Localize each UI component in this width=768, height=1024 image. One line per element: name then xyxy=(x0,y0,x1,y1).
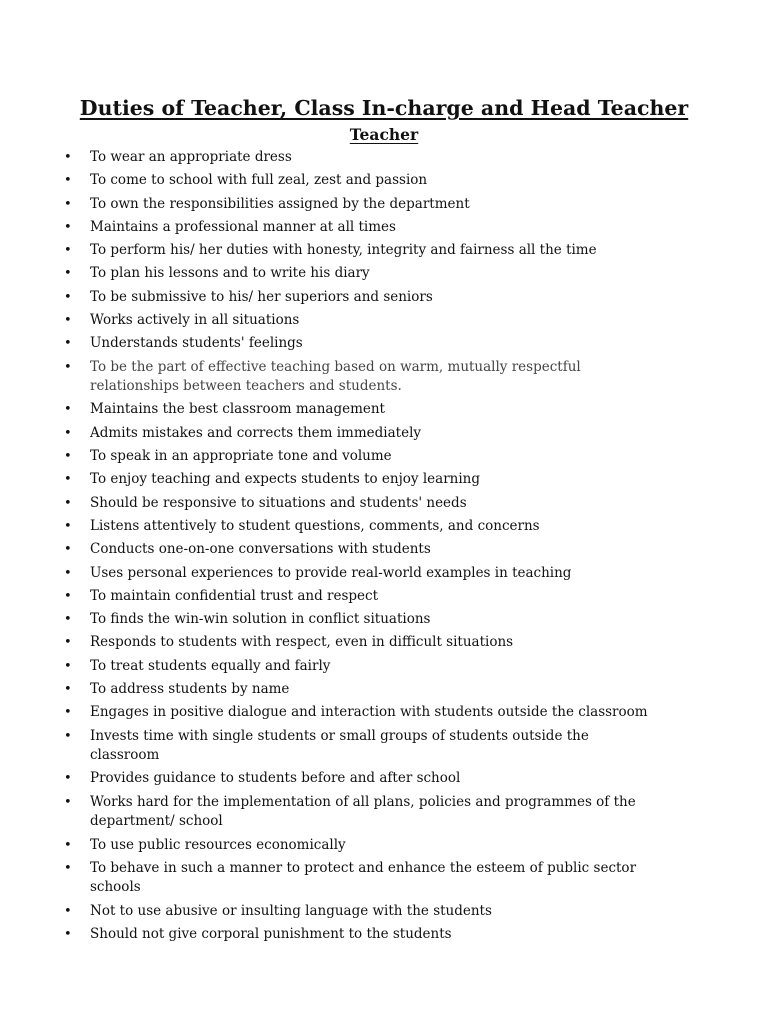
bullet-icon: • xyxy=(64,903,72,919)
bullet-icon: • xyxy=(64,402,72,418)
bullet-icon: • xyxy=(64,425,72,441)
duty-list-item xyxy=(0,148,650,168)
duty-item-text: To address students by name xyxy=(90,681,290,698)
duty-item-text: Uses personal experiences to provide real-world examples in teaching xyxy=(90,564,572,581)
duty-item-text: Admits mistakes and corrects them immediately xyxy=(90,424,422,441)
duty-item-text: To behave in such a manner to protect and enhance the esteem of public sector schools xyxy=(90,859,637,896)
duty-list-item xyxy=(0,902,650,922)
section-heading-teacher: Teacher xyxy=(349,125,419,144)
duty-list-item xyxy=(0,288,650,308)
bullet-icon: • xyxy=(64,926,72,942)
bullet-icon: • xyxy=(64,336,72,352)
duty-list-item xyxy=(0,424,650,444)
bullet-icon: • xyxy=(64,243,72,259)
duty-list-item xyxy=(0,587,650,607)
bullet-icon: • xyxy=(64,705,72,721)
bullet-icon: • xyxy=(64,565,72,581)
duty-item-text: To be submissive to his/ her superiors and seniors xyxy=(90,288,433,305)
duty-item-text: To use public resources economically xyxy=(90,836,346,853)
bullet-icon: • xyxy=(64,794,72,810)
bullet-icon: • xyxy=(64,635,72,651)
bullet-icon: • xyxy=(64,728,72,744)
duty-list-item xyxy=(0,400,650,420)
duty-item-text: To enjoy teaching and expects students to enjoy learning xyxy=(90,471,481,488)
duty-list-item xyxy=(0,610,650,630)
duty-item-text: To be the part of effective teaching based on warm, mutually respectful relationships between teachers and students. xyxy=(90,358,581,395)
bullet-icon: • xyxy=(64,219,72,235)
bullet-icon: • xyxy=(64,542,72,558)
duty-item-text: Maintains the best classroom management xyxy=(90,401,385,418)
duty-list-item xyxy=(0,264,650,284)
bullet-icon: • xyxy=(64,266,72,282)
bullet-icon: • xyxy=(64,771,72,787)
duty-list-item xyxy=(0,680,650,700)
bullet-icon: • xyxy=(64,359,72,375)
duty-item-text: Conducts one-on-one conversations with students xyxy=(90,541,431,558)
bullet-icon: • xyxy=(64,682,72,698)
bullet-icon: • xyxy=(64,150,72,165)
duty-list-item xyxy=(0,218,650,238)
duty-item-text: Should be responsive to situations and students' needs xyxy=(90,494,467,511)
duty-item-text: Engages in positive dialogue and interaction with students outside the classroom xyxy=(90,704,648,721)
teacher-duties-list xyxy=(0,148,768,948)
duty-item-text: Not to use abusive or insulting language with the students xyxy=(90,902,492,919)
duty-item-text: Works hard for the implementation of all plans, policies and programmes of the department/ school xyxy=(90,793,636,830)
duty-item-text: Works actively in all situations xyxy=(90,312,300,329)
duty-list-item xyxy=(0,171,650,191)
duty-list-item xyxy=(0,657,650,677)
duty-item-text: To perform his/ her duties with honesty, integrity and fairness all the time xyxy=(90,242,597,259)
bullet-icon: • xyxy=(64,313,72,329)
duty-list-item xyxy=(0,633,650,653)
duty-list-item xyxy=(0,925,650,945)
document-title: Duties of Teacher, Class In-charge and Head Teacher xyxy=(79,96,689,120)
duty-list-item xyxy=(0,769,650,789)
duty-list-item xyxy=(0,334,650,354)
duty-item-text: To treat students equally and fairly xyxy=(90,657,331,674)
duty-list-item xyxy=(0,494,650,514)
duty-item-text: Provides guidance to students before and after school xyxy=(90,770,461,787)
duty-list-item xyxy=(0,793,650,832)
duty-list-item xyxy=(0,540,650,560)
bullet-icon: • xyxy=(64,289,72,305)
bullet-icon: • xyxy=(64,449,72,465)
duty-item-text: Invests time with single students or small groups of students outside the classroom xyxy=(90,727,589,764)
duty-list-item xyxy=(0,195,650,215)
duty-item-text: To own the responsibilities assigned by the department xyxy=(90,195,470,212)
duty-list-item xyxy=(0,836,650,856)
duty-list-item xyxy=(0,447,650,467)
duty-list-item xyxy=(0,358,650,397)
duty-list-item xyxy=(0,470,650,490)
duty-list-item xyxy=(0,727,650,766)
bullet-icon: • xyxy=(64,472,72,488)
duty-list-item xyxy=(0,564,650,584)
duty-item-text: Listens attentively to student questions, comments, and concerns xyxy=(90,517,540,534)
bullet-icon: • xyxy=(64,612,72,628)
bullet-icon: • xyxy=(64,173,72,189)
duty-item-text: To come to school with full zeal, zest and passion xyxy=(90,172,428,189)
duty-item-text: To speak in an appropriate tone and volume xyxy=(90,448,392,465)
duty-item-text: To finds the win-win solution in conflict situations xyxy=(90,611,431,628)
duty-item-text: To maintain confidential trust and respect xyxy=(90,587,379,604)
bullet-icon: • xyxy=(64,860,72,876)
bullet-icon: • xyxy=(64,837,72,853)
duty-list-item xyxy=(0,517,650,537)
duty-list-item xyxy=(0,241,650,261)
duty-item-text: Maintains a professional manner at all times xyxy=(90,218,396,235)
bullet-icon: • xyxy=(64,495,72,511)
bullet-icon: • xyxy=(64,658,72,674)
duty-item-text: Should not give corporal punishment to the students xyxy=(90,925,452,942)
duty-list-item xyxy=(0,703,650,723)
duty-item-text: Understands students' feelings xyxy=(90,335,303,352)
duty-item-text: To plan his lessons and to write his diary xyxy=(90,265,370,282)
duty-item-text: Responds to students with respect, even in difficult situations xyxy=(90,634,514,651)
duty-item-text: To wear an appropriate dress xyxy=(90,149,292,165)
duty-list-item xyxy=(0,311,650,331)
bullet-icon: • xyxy=(64,588,72,604)
bullet-icon: • xyxy=(64,518,72,534)
bullet-icon: • xyxy=(64,196,72,212)
duty-list-item xyxy=(0,859,650,898)
